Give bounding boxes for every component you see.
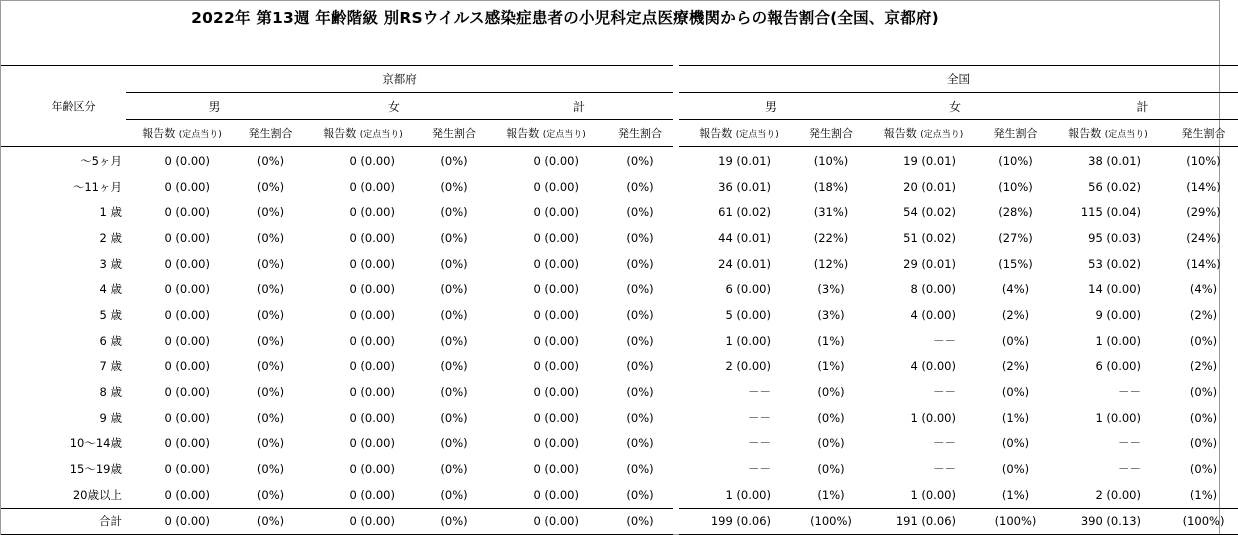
count-cell: 0 (0.00) [349,307,395,322]
rate-cell: (0%) [256,333,285,348]
count-cell: 0 (0.00) [164,462,210,477]
rate-cell: (0%) [1189,436,1218,451]
count-cell: 1 (0.00) [1095,410,1141,425]
rate-cell: (18%) [813,179,849,194]
rate-cell: (0%) [440,179,468,194]
count-sub-label: (定点当り) [178,130,222,140]
rate-cell: (15%) [998,256,1033,271]
table-row [1,276,1238,302]
count-cell: 0 (0.00) [164,230,210,245]
rate-cell: (0%) [256,230,285,245]
count-cell: 51 (0.02) [903,230,956,245]
sex-header-female: 女 [863,93,1047,120]
rate-cell: (0%) [1001,385,1030,400]
count-cell: 0 (0.00) [164,487,210,502]
rate-column-header: 発生割合 [799,120,863,147]
count-cell: 115 (0.04) [1080,205,1141,220]
count-cell: 0 (0.00) [164,359,210,374]
rate-cell: (4%) [1189,282,1218,297]
age-group-cell: 6 歳 [99,333,122,348]
count-cell: 0 (0.00) [349,205,395,220]
rate-column-header: 発生割合 [423,120,485,147]
rate-cell: (0%) [440,436,468,451]
count-cell: 44 (0.01) [718,230,771,245]
rate-cell: (2%) [1189,307,1218,322]
rate-cell: (24%) [1186,230,1221,245]
rate-cell: (0%) [626,153,654,168]
age-group-cell: 5 歳 [99,307,122,322]
count-cell: 53 (0.02) [1088,256,1141,271]
rate-cell: (0%) [440,230,468,245]
rate-cell: (0%) [440,385,468,400]
rate-cell: (1%) [1001,410,1030,425]
table-row [1,354,1238,380]
total-row [1,508,1238,535]
rate-cell: (0%) [440,410,468,425]
rate-cell: (0%) [440,282,468,297]
rate-cell: (100%) [1169,508,1238,535]
count-cell: 0 (0.00) [533,205,579,220]
rate-cell: (0%) [817,436,845,451]
rate-cell: (0%) [817,410,845,425]
count-cell: 0 (0.00) [349,462,395,477]
rate-cell: (0%) [440,359,468,374]
count-cell: 0 (0.00) [533,410,579,425]
rate-cell: (10%) [998,153,1033,168]
count-cell: 0 (0.00) [164,385,210,400]
count-cell: －－ [1118,385,1141,400]
count-cell: 1 (0.00) [725,487,771,502]
count-cell: 1 (0.00) [910,410,956,425]
count-cell: 38 (0.01) [1088,153,1141,168]
age-group-cell: ～5ヶ月 [80,153,122,168]
rate-cell: (0%) [256,359,285,374]
count-cell: －－ [933,436,956,451]
count-sub-label: (定点当り) [359,130,403,140]
report-table [1,65,1238,535]
rate-cell: (100%) [799,508,863,535]
count-cell: 4 (0.00) [910,307,956,322]
count-cell: 0 (0.00) [164,256,210,271]
rate-cell: (0%) [1189,462,1218,477]
count-cell: 56 (0.02) [1088,179,1141,194]
count-cell: 0 (0.00) [485,508,607,535]
rate-cell: (0%) [256,256,285,271]
count-cell: 0 (0.00) [533,230,579,245]
count-cell: 29 (0.01) [903,256,956,271]
rate-cell: (0%) [626,205,654,220]
sex-header-male: 男 [679,93,863,120]
count-cell: －－ [1118,436,1141,451]
count-label: 報告数 [699,127,733,140]
count-cell: 0 (0.00) [164,153,210,168]
count-cell: 0 (0.00) [164,410,210,425]
count-label: 報告数 [142,127,176,140]
rate-cell: (1%) [1001,487,1030,502]
rate-cell: (0%) [626,487,654,502]
rate-cell: (0%) [440,205,468,220]
count-cell: 0 (0.00) [349,179,395,194]
count-cell: 191 (0.06) [863,508,984,535]
rate-cell: (2%) [1001,307,1030,322]
table-row [1,199,1238,225]
count-cell: 0 (0.00) [303,508,423,535]
count-cell: 54 (0.02) [903,205,956,220]
table-body [1,147,1238,535]
count-cell: 0 (0.00) [349,333,395,348]
age-group-cell: 10～14歳 [69,436,122,451]
count-column-header [679,120,799,147]
sex-header-female: 女 [303,93,485,120]
rate-cell: (0%) [626,333,654,348]
rate-cell: (4%) [1001,282,1030,297]
age-group-cell: ～11ヶ月 [72,179,122,194]
age-group-cell: 20歳以上 [72,487,122,502]
count-cell: 9 (0.00) [1095,307,1141,322]
count-cell: 8 (0.00) [910,282,956,297]
rate-cell: (2%) [1001,359,1030,374]
count-cell: 0 (0.00) [533,385,579,400]
count-cell: －－ [933,333,956,348]
count-column-header [863,120,984,147]
rate-cell: (0%) [626,282,654,297]
count-cell: 0 (0.00) [164,333,210,348]
rate-cell: (0%) [256,436,285,451]
count-cell: 0 (0.00) [349,153,395,168]
rate-column-header: 発生割合 [607,120,673,147]
rate-cell: (1%) [817,359,845,374]
rate-cell: (1%) [817,487,845,502]
table-row [1,456,1238,482]
count-cell: 0 (0.00) [349,256,395,271]
count-cell: 0 (0.00) [164,205,210,220]
count-column-header [303,120,423,147]
rate-cell: (0%) [817,385,845,400]
page-title: 2022年 第13週 年齢階級 別RSウイルス感染症患者の小児科定点医療機関からの報告割合(全国、京都府) [191,9,939,27]
sex-header-total: 計 [485,93,673,120]
table-row [1,431,1238,457]
table-row [1,225,1238,251]
count-cell: 24 (0.01) [718,256,771,271]
rate-cell: (10%) [998,179,1033,194]
rate-cell: (31%) [813,205,849,220]
count-cell: 0 (0.00) [533,462,579,477]
count-cell: 1 (0.00) [1095,333,1141,348]
count-cell: 0 (0.00) [349,436,395,451]
age-group-cell: 9 歳 [99,410,122,425]
rate-cell: (29%) [1186,205,1221,220]
count-cell: 0 (0.00) [349,385,395,400]
sex-header-male: 男 [126,93,303,120]
rate-cell: (0%) [256,179,285,194]
count-cell: 0 (0.00) [533,256,579,271]
age-group-cell: 2 歳 [99,230,122,245]
count-cell: 19 (0.01) [903,153,956,168]
count-sub-label: (定点当り) [735,130,779,140]
rate-cell: (0%) [256,153,285,168]
age-group-cell: 15～19歳 [69,462,122,477]
count-cell: 19 (0.01) [718,153,771,168]
count-cell: 1 (0.00) [725,333,771,348]
table-row [1,174,1238,200]
rate-cell: (0%) [626,179,654,194]
count-cell: 20 (0.01) [903,179,956,194]
table-row [1,147,1238,174]
count-cell: 0 (0.00) [533,436,579,451]
count-cell: 0 (0.00) [533,333,579,348]
rate-cell: (0%) [626,385,654,400]
count-cell: －－ [748,385,771,400]
count-cell: 0 (0.00) [533,153,579,168]
count-cell: 0 (0.00) [349,359,395,374]
count-sub-label: (定点当り) [1104,130,1148,140]
rate-cell: (0%) [256,205,285,220]
rate-cell: (0%) [440,462,468,477]
count-cell: 95 (0.03) [1088,230,1141,245]
rate-column-header: 発生割合 [238,120,303,147]
rate-cell: (1%) [1189,487,1218,502]
count-cell: 6 (0.00) [725,282,771,297]
rate-cell: (0%) [1001,462,1030,477]
count-label: 報告数 [1068,127,1102,140]
count-cell: 14 (0.00) [1088,282,1141,297]
rate-cell: (14%) [1186,256,1221,271]
count-cell: 199 (0.06) [679,508,799,535]
rate-cell: (0%) [1001,333,1030,348]
table-row [1,328,1238,354]
rate-cell: (12%) [813,256,849,271]
region-header-national: 全国 [679,66,1238,93]
count-cell: 0 (0.00) [349,410,395,425]
count-cell: 0 (0.00) [533,179,579,194]
count-column-header [126,120,238,147]
rate-cell: (3%) [817,282,845,297]
rate-column-header: 発生割合 [1169,120,1238,147]
sex-header-total: 計 [1047,93,1238,120]
count-cell: 0 (0.00) [533,282,579,297]
count-label: 報告数 [883,127,917,140]
rate-cell: (0%) [256,385,285,400]
count-cell: 0 (0.00) [164,307,210,322]
table-row [1,405,1238,431]
count-cell: 0 (0.00) [349,282,395,297]
count-cell: －－ [933,462,956,477]
count-cell: 2 (0.00) [725,359,771,374]
count-cell: 0 (0.00) [126,508,238,535]
rate-cell: (2%) [1189,359,1218,374]
count-cell: －－ [748,410,771,425]
age-group-cell: 合計 [1,508,126,535]
count-cell: 0 (0.00) [164,179,210,194]
rate-cell: (0%) [1189,410,1218,425]
rate-cell: (0%) [238,508,303,535]
rate-cell: (1%) [817,333,845,348]
count-label: 報告数 [323,127,357,140]
count-cell: 0 (0.00) [349,487,395,502]
count-cell: －－ [748,436,771,451]
rate-cell: (0%) [256,410,285,425]
count-cell: 0 (0.00) [164,436,210,451]
rate-cell: (100%) [984,508,1047,535]
count-cell: 5 (0.00) [725,307,771,322]
rate-cell: (0%) [423,508,485,535]
age-group-cell: 4 歳 [99,282,122,297]
count-cell: 0 (0.00) [533,487,579,502]
rate-cell: (22%) [813,230,849,245]
rate-cell: (0%) [1189,333,1218,348]
count-column-header [1047,120,1169,147]
rate-cell: (0%) [440,487,468,502]
rate-cell: (14%) [1186,179,1221,194]
rate-cell: (3%) [817,307,845,322]
rate-cell: (0%) [256,487,285,502]
rate-cell: (0%) [626,359,654,374]
age-group-cell: 8 歳 [99,385,122,400]
count-cell: 390 (0.13) [1047,508,1169,535]
age-group-cell: 7 歳 [99,359,122,374]
age-column-header: 年齢区分 [1,66,126,147]
count-column-header [485,120,607,147]
rate-cell: (0%) [440,333,468,348]
count-cell: 2 (0.00) [1095,487,1141,502]
count-cell: 36 (0.01) [718,179,771,194]
age-group-cell: 3 歳 [99,256,122,271]
rate-cell: (0%) [626,436,654,451]
count-cell: 0 (0.00) [164,282,210,297]
count-sub-label: (定点当り) [920,130,964,140]
table-row [1,302,1238,328]
rate-cell: (0%) [440,256,468,271]
count-label: 報告数 [506,127,540,140]
rate-cell: (0%) [817,462,845,477]
table-row [1,379,1238,405]
age-group-cell: 1 歳 [99,205,122,220]
count-sub-label: (定点当り) [542,130,586,140]
rate-cell: (0%) [256,462,285,477]
count-cell: 0 (0.00) [349,230,395,245]
count-cell: 4 (0.00) [910,359,956,374]
table-row [1,251,1238,277]
rate-cell: (28%) [998,205,1033,220]
rate-cell: (0%) [626,307,654,322]
rate-cell: (0%) [626,230,654,245]
rate-cell: (27%) [998,230,1033,245]
count-cell: －－ [748,462,771,477]
count-cell: －－ [933,385,956,400]
rate-cell: (0%) [626,462,654,477]
rate-cell: (0%) [1189,385,1218,400]
rate-cell: (0%) [607,508,673,535]
count-cell: 0 (0.00) [533,359,579,374]
rate-cell: (0%) [626,410,654,425]
rate-cell: (0%) [256,282,285,297]
count-cell: －－ [1118,462,1141,477]
count-cell: 0 (0.00) [533,307,579,322]
rate-cell: (0%) [440,307,468,322]
rate-column-header: 発生割合 [984,120,1047,147]
count-cell: 6 (0.00) [1095,359,1141,374]
table-row [1,482,1238,508]
rate-cell: (10%) [1186,153,1221,168]
rate-cell: (0%) [440,153,468,168]
count-cell: 1 (0.00) [910,487,956,502]
table-header [1,66,1238,147]
region-header-kyoto: 京都府 [126,66,673,93]
rate-cell: (0%) [256,307,285,322]
rate-cell: (10%) [813,153,849,168]
count-cell: 61 (0.02) [718,205,771,220]
rate-cell: (0%) [626,256,654,271]
rate-cell: (0%) [1001,436,1030,451]
